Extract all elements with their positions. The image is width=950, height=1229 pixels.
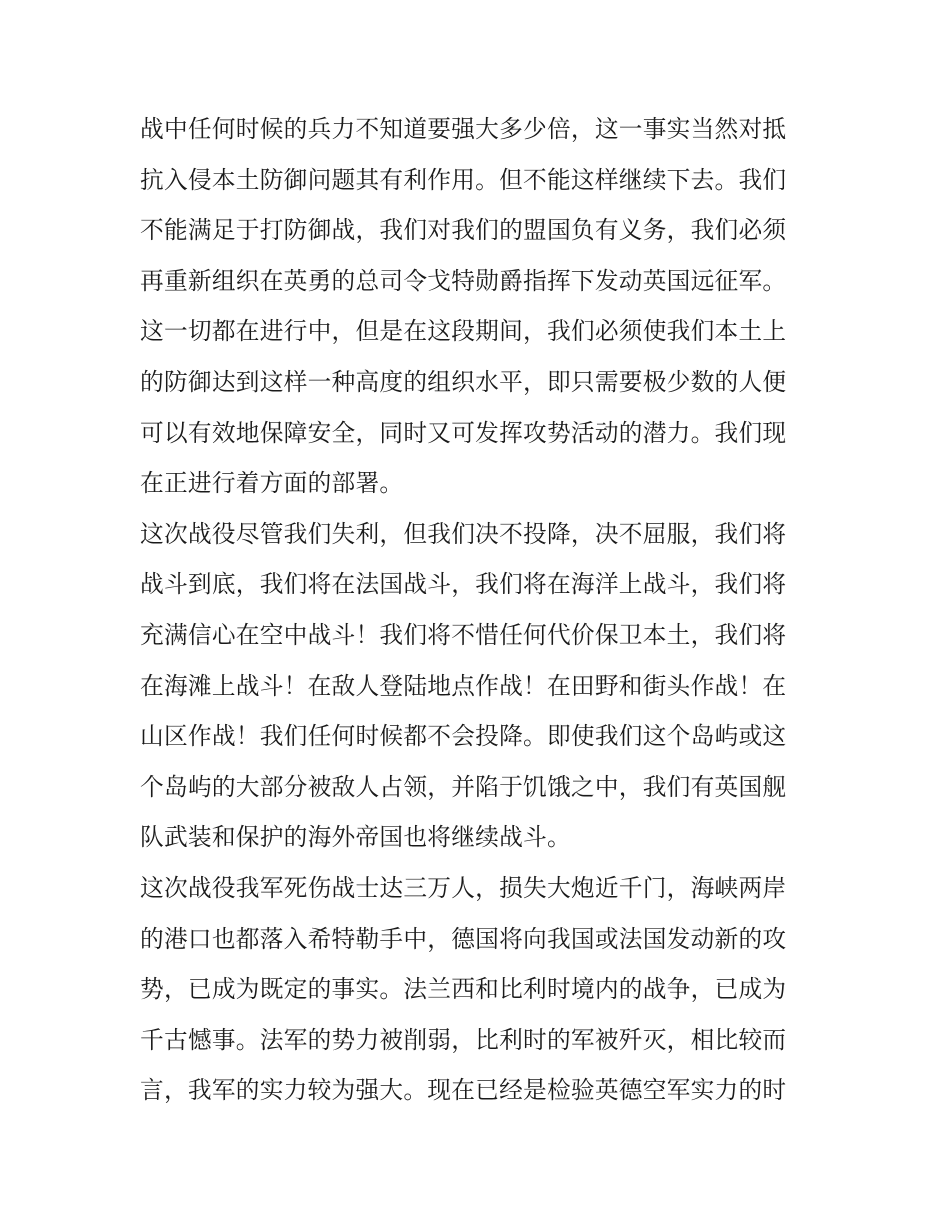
text-line: 势，已成为既定的事实。法兰西和比利时境内的战争，已成为 bbox=[140, 975, 787, 1004]
text-line: 的港口也都落入希特勒手中，德国将向我国或法国发动新的攻 bbox=[140, 924, 787, 953]
text-line: 在海滩上战斗！在敌人登陆地点作战！在田野和街头作战！在 bbox=[140, 671, 787, 700]
text-line: 这次战役我军死伤战士达三万人，损失大炮近千门，海峡两岸 bbox=[140, 873, 787, 902]
text-line: 个岛屿的大部分被敌人占领，并陷于饥饿之中，我们有英国舰 bbox=[140, 772, 787, 801]
text-line: 山区作战！我们任何时候都不会投降。即使我们这个岛屿或这 bbox=[140, 722, 787, 751]
text-line: 不能满足于打防御战，我们对我们的盟国负有义务，我们必须 bbox=[140, 216, 787, 245]
text-line: 可以有效地保障安全，同时又可发挥攻势活动的潜力。我们现 bbox=[140, 418, 787, 447]
text-line: 队武装和保护的海外帝国也将继续战斗。 bbox=[140, 823, 571, 852]
document-body bbox=[140, 104, 812, 1116]
text-line: 抗入侵本土防御问题其有利作用。但不能这样继续下去。我们 bbox=[140, 165, 787, 194]
text-line: 这一切都在进行中，但是在这段期间，我们必须使我们本土上 bbox=[140, 317, 787, 346]
text-line: 再重新组织在英勇的总司令戈特勋爵指挥下发动英国远征军。 bbox=[140, 266, 787, 295]
text-line: 在正进行着方面的部署。 bbox=[140, 469, 404, 498]
text-line: 这次战役尽管我们失利，但我们决不投降，决不屈服，我们将 bbox=[140, 519, 787, 548]
text-line: 充满信心在空中战斗！我们将不惜任何代价保卫本土，我们将 bbox=[140, 620, 787, 649]
text-line: 千古憾事。法军的势力被削弱，比利时的军被歼灭，相比较而 bbox=[140, 1025, 787, 1054]
text-line: 言，我军的实力较为强大。现在已经是检验英德空军实力的时 bbox=[140, 1076, 787, 1105]
text-line: 的防御达到这样一种高度的组织水平，即只需要极少数的人便 bbox=[140, 367, 787, 396]
text-line: 战斗到底，我们将在法国战斗，我们将在海洋上战斗，我们将 bbox=[140, 570, 787, 599]
text-line: 战中任何时候的兵力不知道要强大多少倍，这一事实当然对抵 bbox=[140, 115, 787, 143]
